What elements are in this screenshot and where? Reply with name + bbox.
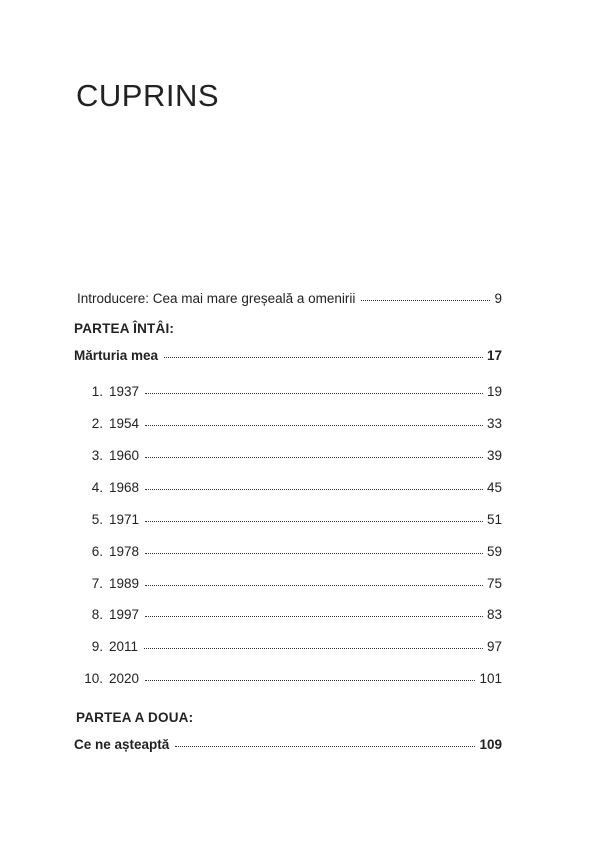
chapter-page: 101 xyxy=(479,671,502,686)
chapter-label: 1960 xyxy=(109,448,140,463)
chapter-label: 1978 xyxy=(109,544,140,559)
toc-chapter-3[interactable] xyxy=(74,447,502,464)
dot-leader xyxy=(164,345,483,358)
chapter-number: 1. xyxy=(91,384,103,399)
chapter-label: 2020 xyxy=(109,671,140,686)
chapter-number: 6. xyxy=(91,544,103,559)
chapter-number: 4. xyxy=(91,480,103,495)
chapter-number: 8. xyxy=(91,607,103,622)
dot-leader xyxy=(145,573,483,586)
toc-entry-introduction[interactable] xyxy=(77,290,502,307)
chapter-page: 51 xyxy=(486,512,502,527)
dot-leader xyxy=(145,477,483,490)
chapter-label: 2011 xyxy=(109,639,139,654)
dot-leader xyxy=(361,288,490,301)
chapter-page: 75 xyxy=(486,576,502,591)
dot-leader xyxy=(145,413,483,426)
chapter-label: 1989 xyxy=(109,576,140,591)
chapter-label: 1954 xyxy=(109,416,140,431)
toc-entry-page: 9 xyxy=(494,291,502,306)
chapter-page: 39 xyxy=(486,448,502,463)
toc-chapter-6[interactable] xyxy=(74,543,502,560)
chapter-page: 59 xyxy=(486,544,502,559)
toc-entry-label: Ce ne așteaptă xyxy=(74,737,170,752)
dot-leader xyxy=(145,604,483,617)
dot-leader xyxy=(145,445,483,458)
toc-entry-page: 17 xyxy=(486,348,502,363)
chapter-number: 2. xyxy=(91,416,103,431)
dot-leader xyxy=(145,509,483,522)
dot-leader xyxy=(175,734,475,747)
part-two-heading: PARTEA A DOUA: xyxy=(76,710,194,725)
toc-entry-label: Introducere: Cea mai mare greșeală a omenirii xyxy=(77,291,356,306)
chapter-page: 33 xyxy=(486,416,502,431)
toc-entry-page: 109 xyxy=(479,737,502,752)
toc-chapter-2[interactable] xyxy=(74,415,502,432)
chapter-label: 1997 xyxy=(109,607,140,622)
chapter-label: 1968 xyxy=(109,480,140,495)
chapter-number: 5. xyxy=(91,512,103,527)
dot-leader xyxy=(144,636,483,649)
toc-chapter-9[interactable] xyxy=(74,638,502,655)
chapter-page: 45 xyxy=(486,480,502,495)
toc-chapter-7[interactable] xyxy=(74,575,502,592)
dot-leader xyxy=(145,381,483,394)
chapter-number: 10. xyxy=(84,671,103,686)
chapter-number: 7. xyxy=(91,576,103,591)
toc-chapter-1[interactable] xyxy=(74,383,502,400)
toc-chapter-8[interactable] xyxy=(74,606,502,623)
chapter-page: 97 xyxy=(486,639,502,654)
chapter-number: 9. xyxy=(91,639,103,654)
toc-chapter-10[interactable] xyxy=(74,670,502,687)
toc-entry-label: Mărturia mea xyxy=(74,348,159,363)
chapter-number: 3. xyxy=(91,448,103,463)
dot-leader xyxy=(145,668,475,681)
toc-chapter-4[interactable] xyxy=(74,479,502,496)
toc-entry-marturia-mea[interactable] xyxy=(74,347,502,364)
chapter-page: 19 xyxy=(486,384,502,399)
chapter-label: 1937 xyxy=(109,384,140,399)
dot-leader xyxy=(145,541,483,554)
chapter-label: 1971 xyxy=(109,512,140,527)
toc-entry-ce-ne-asteapta[interactable] xyxy=(74,736,502,753)
toc-chapter-5[interactable] xyxy=(74,511,502,528)
chapter-page: 83 xyxy=(486,607,502,622)
page-title: CUPRINS xyxy=(76,78,220,113)
part-one-heading: PARTEA ÎNTÂI: xyxy=(74,321,175,336)
